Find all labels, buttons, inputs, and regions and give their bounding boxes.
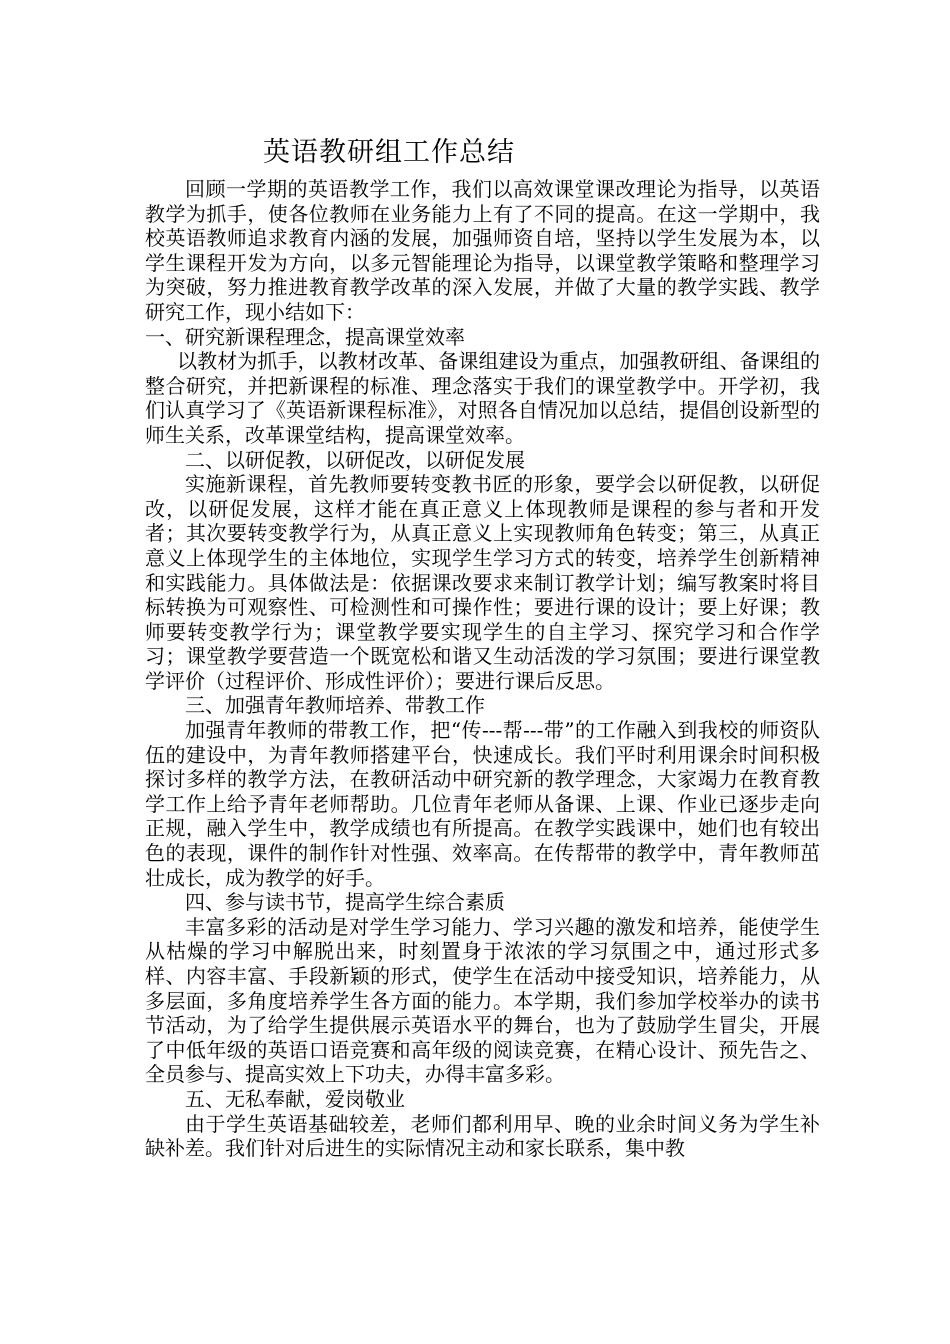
section-body-2: 实施新课程，首先教师要转变教书匠的形象，要学会以研促教，以研促改，以研促发展，这样才能在真正意义上体现教师是课程的参与者和开发者；其次要转变教学行为，从真正意义上实现教师角色转变；第三，从真正意义上体现学生的主体地位，实现学生学习方式的转变，培养学生创新精神和实践能力。具体做法是：依据课改要求来制订教学计划；编写教案时将目标转换为可观察性、可检测性和可操作性；要进行课的设计；要上好课；教师要转变教学行为；课堂教学要实现学生的自主学习、探究学习和合作学习；课堂教学要营造一个既宽松和谐又生动活泼的学习氛围；要进行课堂教学评价（过程评价、形成性评价）；要进行课后反思。 (145, 472, 820, 693)
section-body-3: 加强青年教师的带教工作，把“传---帮---带”的工作融入到我校的师资队伍的建设中，为青年教师搭建平台，快速成长。我们平时利用课余时间积极探讨多样的教学方法，在教研活动中研究新的教学理念，大家竭力在教育教学工作上给予青年老师帮助。几位青年老师从备课、上课、作业已逐步走向正规，融入学生中，教学成绩也有所提高。在教学实践课中，她们也有较出色的表现，课件的制作针对性强、效率高。在传帮带的教学中，青年教师茁壮成长，成为教学的好手。 (145, 718, 820, 890)
section-heading-2: 二、以研促教，以研促改，以研促发展 (185, 447, 525, 472)
section-heading-1: 一、研究新课程理念，提高课堂效率 (145, 324, 465, 349)
document-page (145, 135, 820, 1161)
intro-paragraph: 回顾一学期的英语教学工作，我们以高效课堂课改理论为指导，以英语教学为抓手，使各位教师在业务能力上有了不同的提高。在这一学期中，我校英语教师追求教育内涵的发展，加强师资自培，坚持以学生发展为本，以学生课程开发为方向，以多元智能理论为指导，以课堂教学策略和整理学习为突破，努力推进教育教学改革的深入发展，并做了大量的教学实践、教学研究工作，现小结如下： (145, 177, 820, 324)
section-heading-4: 四、参与读书节，提高学生综合素质 (185, 890, 505, 915)
section-heading-3: 三、加强青年教师培养、带教工作 (185, 693, 485, 718)
section-heading-5: 五、无私奉献，爱岗敬业 (185, 1086, 405, 1111)
section-body-1: 以教材为抓手，以教材改革、备课组建设为重点，加强教研组、备课组的整合研究，并把新课程的标准、理念落实于我们的课堂教学中。开学初，我们认真学习了《英语新课程标准》，对照各自情况加以总结，提倡创设新型的师生关系，改革课堂结构，提高课堂效率。 (145, 349, 820, 447)
document-title: 英语教研组工作总结 (263, 137, 515, 168)
section-body-4: 丰富多彩的活动是对学生学习能力、学习兴趣的激发和培养，能使学生从枯燥的学习中解脱出来，时刻置身于浓浓的学习氛围之中，通过形式多样、内容丰富、手段新颖的形式，使学生在活动中接受知识，培养能力，从多层面，多角度培养学生各方面的能力。本学期，我们参加学校举办的读书节活动，为了给学生提供展示英语水平的舞台，也为了鼓励学生冒尖，开展了中低年级的英语口语竞赛和高年级的阅读竞赛，在精心设计、预先告之、全员参与、提高实效上下功夫，办得丰富多彩。 (145, 914, 820, 1087)
section-body-5: 由于学生英语基础较差，老师们都利用早、晚的业余时间义务为学生补缺补差。我们针对后进生的实际情况主动和家长联系，集中教 (145, 1111, 820, 1161)
